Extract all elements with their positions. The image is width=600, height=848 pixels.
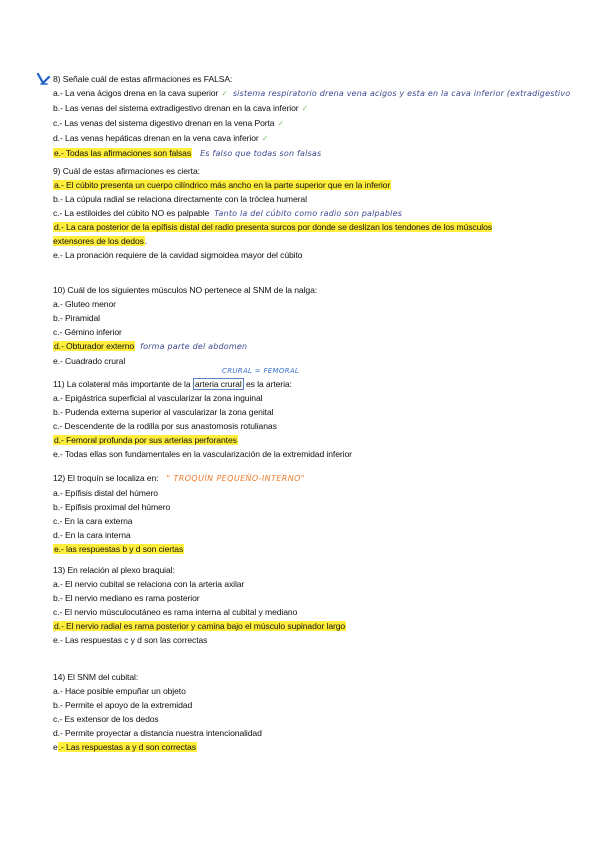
option-e-highlighted: .- Las respuestas a y d son correctas — [58, 742, 196, 752]
option-b: b.- El nervio mediano es rama posterior — [53, 593, 200, 603]
question-11 — [53, 377, 593, 461]
option-b: b.- Pudenda externa superior al vascularizar la zona genital — [53, 407, 274, 417]
question-10 — [53, 283, 593, 368]
option-d-highlighted: d.- Femoral profunda por sus arterias perforantes — [54, 435, 237, 445]
option-d-highlighted: d.- La cara posterior de la epífisis distal del radio presenta surcos por donde se deslizan los tendones de los músculos extensores de los dedos — [53, 222, 492, 246]
option-e-letter: e — [53, 742, 58, 752]
question-title: 10) Cuál de los siguientes músculos NO pertenece al SNM de la nalga: — [53, 285, 318, 295]
option-e: e.- Cuadrado crural — [53, 356, 126, 366]
option-c: c.- Es extensor de los dedos — [53, 714, 159, 724]
option-c: c.- Descendente de la rodilla por sus anastomosis rotulianas — [53, 421, 277, 431]
option-c: c.- En la cara externa — [53, 516, 133, 526]
option-b: b.- Piramidal — [53, 313, 100, 323]
question-title: 8) Señale cuál de estas afirmaciones es FALSA: — [53, 74, 233, 84]
option-b: b.- Epífisis proximal del húmero — [53, 502, 171, 512]
option-a: a.- Hace posible empuñar un objeto — [53, 686, 186, 696]
handwritten-note: sistema respiratorio drena vena acigos y esta en la cava inferior (extradigestivo — [232, 89, 571, 98]
question-13 — [53, 563, 593, 647]
question-12 — [53, 471, 593, 556]
option-d-highlighted: d.- El nervio radial es rama posterior y camina bajo el músculo supinador largo — [54, 621, 346, 631]
option-e-highlighted: e.- Todas las afirmaciones son falsas — [54, 148, 192, 158]
option-a: a.- El nervio cubital se relaciona con la arteria axilar — [53, 579, 245, 589]
option-d: d.- Permite proyectar a distancia nuestra intencionalidad — [53, 728, 262, 738]
option-c: c.- El nervio músculocutáneo es rama interna al cubital y mediano — [53, 607, 298, 617]
check-icon: ✓ — [301, 104, 309, 113]
question-title: 11) La colateral más importante de la — [53, 379, 193, 389]
option-a: a.- Epigástrica superficial al vascularizar la zona inguinal — [53, 393, 263, 403]
handwritten-note: Tanto la del cúbito como radio son palpables — [214, 209, 403, 218]
handwritten-note: " TROQUÍN PEQUEÑO-INTERNO" — [166, 474, 305, 483]
question-title-end: es la arteria: — [243, 379, 292, 389]
option-d: d.- Las venas hepáticas drenan en la vena cava inferior — [53, 133, 259, 143]
option-d-tail: . — [144, 235, 148, 246]
question-title: 9) Cuál de estas afirmaciones es cierta: — [53, 166, 200, 176]
option-e-highlighted: e.- las respuestas b y d son ciertas — [54, 544, 184, 554]
handwritten-note: Es falso que todas son falsas — [200, 149, 322, 158]
option-c: c.- La estiloides del cúbito NO es palpable — [53, 208, 210, 218]
handwritten-note: forma parte del abdomen — [140, 342, 248, 351]
question-8 — [53, 72, 593, 161]
check-icon: ✓ — [221, 89, 228, 98]
option-b: b.- Las venas del sistema extradigestivo drenan en la cava inferior — [53, 103, 299, 113]
option-e: e.- Todas ellas son fundamentales en la vascularización de la extremidad inferior — [53, 449, 352, 459]
option-e: e.- Las respuestas c y d son las correctas — [53, 635, 208, 645]
question-title: 13) En relación al plexo braquial: — [53, 565, 175, 575]
question-title: 12) El troquín se localiza en: — [53, 473, 159, 483]
question-title: 14) El SNM del cubital: — [53, 672, 139, 682]
option-b: b.- Permite el apoyo de la extremidad — [53, 700, 193, 710]
option-d-highlighted: d.- Obturador externo — [54, 341, 135, 351]
question-9 — [53, 164, 593, 262]
boxed-term: arteria crural — [194, 379, 242, 389]
option-c: c.- Las venas del sistema digestivo drenan en la vena Porta — [53, 118, 275, 128]
option-a: a.- Gluteo menor — [53, 299, 116, 309]
check-icon: ✓ — [277, 119, 285, 128]
option-c: c.- Gémino inferior — [53, 327, 122, 337]
option-a: a.- Epífisis distal del húmero — [53, 488, 158, 498]
option-b: b.- La cúpula radial se relaciona directamente con la tróclea humeral — [53, 194, 307, 204]
option-a-highlighted: a.- El cúbito presenta un cuerpo cilíndrico más ancho en la parte superior que en la inferior — [54, 180, 391, 190]
question-14 — [53, 670, 593, 754]
option-e: e.- La pronación requiere de la cavidad sigmoidea mayor del cúbito — [53, 250, 303, 260]
option-a: a.- La vena ácigos drena en la cava superior — [53, 88, 219, 98]
option-d: d.- En la cara interna — [53, 530, 131, 540]
pen-mark-icon — [36, 72, 52, 88]
handwritten-note-above: CRURAL = FEMORAL — [222, 367, 300, 375]
check-icon: ✓ — [261, 134, 269, 143]
